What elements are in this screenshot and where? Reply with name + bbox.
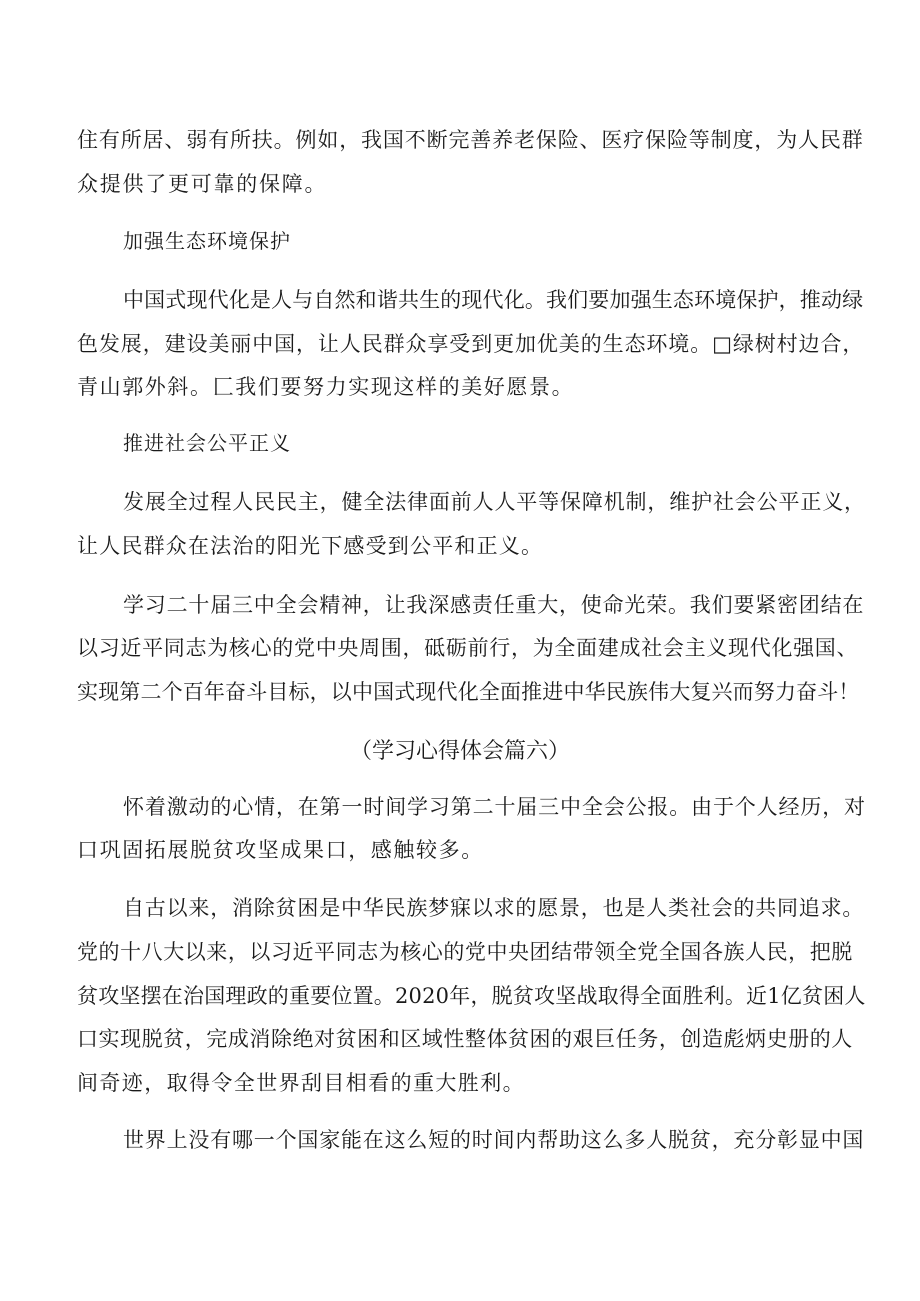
body-line: 众提供了更可靠的保障。 [77,172,328,196]
body-line: 世界上没有哪一个国家能在这么短的时间内帮助这么多人脱贫，充分彰显中国 [123,1128,865,1152]
body-line: 实现第二个百年奋斗目标，以中国式现代化全面推进中华民族伟大复兴而努力奋斗！ [77,680,860,704]
body-line: 住有所居、弱有所扶。例如，我国不断完善养老保险、医疗保险等制度，为人民群 [77,128,864,152]
body-line: 自古以来，消除贫困是中华民族梦寐以求的愿景，也是人类社会的共同追求。 [123,896,865,920]
article-title: （学习心得体会篇六） [349,739,570,764]
body-line: 怀着激动的心情，在第一时间学习第二十届三中全会公报。由于个人经历，对 [123,795,866,819]
body-line: 学习二十届三中全会精神，让我深感责任重大，使命光荣。我们要紧密团结在 [123,593,865,617]
body-line: 青山郭外斜。匚我们要努力实现这样的美好愿景。 [77,375,575,399]
body-line: 发展全过程人民民主，健全法律面前人人平等保障机制，维护社会公平正义， [123,490,866,514]
body-line: 以习近平同志为核心的党中央周围，砥砺前行，为全面建成社会主义现代化强国、 [77,636,859,660]
body-line: 党的十八大以来，以习近平同志为核心的党中央团结带领全党全国各族人民，把脱 [77,940,853,964]
body-line: 间奇迹，取得令全世界刮目相看的重大胜利。 [77,1071,525,1095]
body-line: 色发展，建设美丽中国，让人民群众享受到更加优美的生态环境。□绿树村边合， [77,332,865,356]
body-line: 贫攻坚摆在治国理政的重要位置。2020年，脱贫攻坚战取得全面胜利。近1亿贫困人 [77,984,866,1008]
section-heading: 加强生态环境保护 [123,229,291,253]
body-line: 中国式现代化是人与自然和谐共生的现代化。我们要加强生态环境保护，推动绿 [123,288,864,312]
body-line: 口实现脱贫，完成消除绝对贫困和区域性整体贫困的艰巨任务，创造彪炳史册的人 [77,1027,853,1051]
body-line: 让人民群众在法治的阳光下感受到公平和正义。 [77,534,544,558]
section-heading: 推进社会公平正义 [123,431,291,455]
body-line: 口巩固拓展脱贫攻坚成果口，感触较多。 [77,838,484,862]
